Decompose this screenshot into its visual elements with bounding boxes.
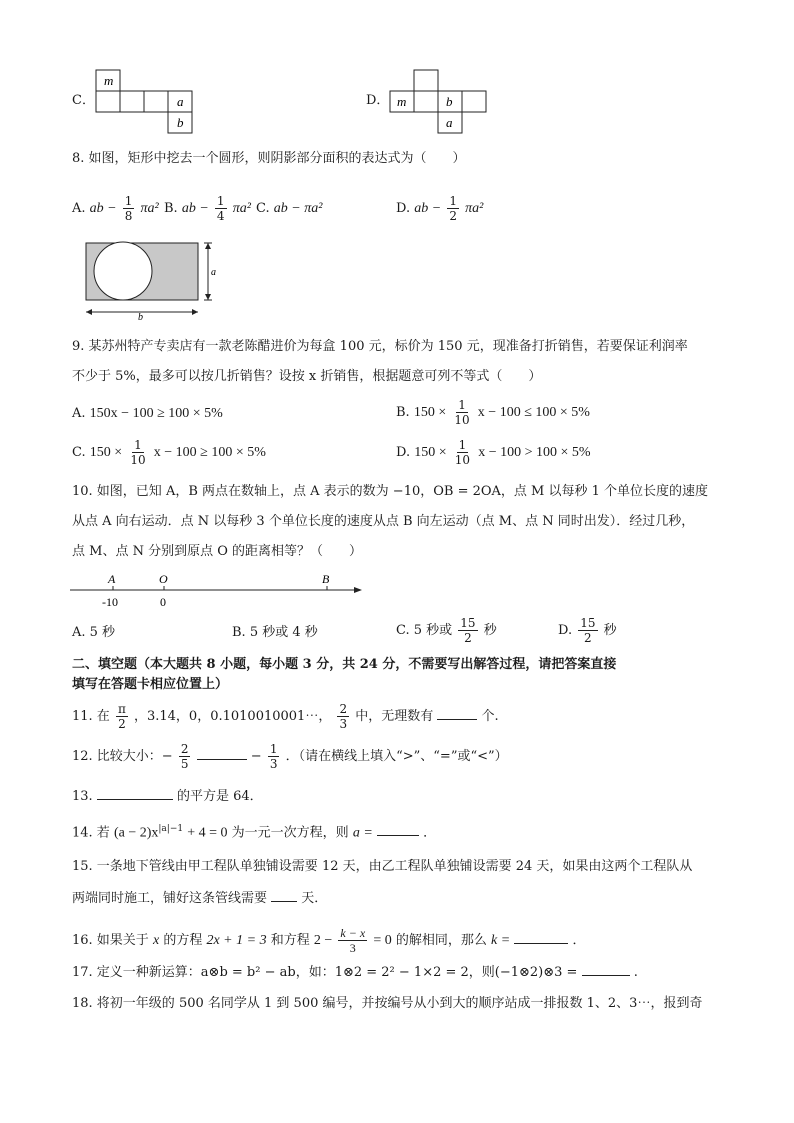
q16 bbox=[72, 926, 585, 955]
option-d-label: D． bbox=[366, 93, 390, 108]
q11-post: 中，无理数有 bbox=[355, 709, 434, 724]
q8-c-label: C. bbox=[256, 201, 270, 216]
q16-frac bbox=[338, 926, 367, 955]
q10-d-label: D. bbox=[558, 623, 573, 638]
q8-option-b bbox=[164, 194, 251, 223]
q8-a-label: A. bbox=[72, 201, 86, 216]
q13-answer-blank[interactable] bbox=[97, 786, 173, 800]
q12-num1: 2 bbox=[180, 742, 189, 756]
q16-eq2-post: = 0 bbox=[373, 933, 392, 948]
tick-minus10: -10 bbox=[102, 595, 118, 609]
q11-den2: 3 bbox=[339, 717, 348, 731]
q12-post: ．（请在横线上填入“>”、“=”或“<”） bbox=[285, 749, 508, 764]
net-c-b: b bbox=[177, 115, 184, 130]
q9-option-d bbox=[396, 438, 591, 467]
tick-zero: 0 bbox=[160, 595, 166, 609]
q9-d-pre: 150 × bbox=[414, 445, 447, 460]
q8-fig-b: b bbox=[138, 312, 143, 322]
q14-answer-blank[interactable] bbox=[377, 822, 419, 836]
q16-mid1: 的方程 bbox=[163, 933, 203, 948]
q12-num2: 1 bbox=[269, 742, 278, 756]
q10-d-post: 秒 bbox=[603, 623, 617, 638]
q8-option-d bbox=[396, 194, 483, 223]
net-d-m: m bbox=[397, 94, 407, 109]
q9-c-frac bbox=[128, 438, 147, 467]
q9-option-a bbox=[72, 405, 223, 423]
q8-fig-a: a bbox=[211, 267, 216, 278]
q14-expr: (a − 2)x bbox=[113, 825, 159, 841]
q16-eq2-pre: 2 − bbox=[313, 933, 333, 948]
q17-tail: . bbox=[633, 965, 638, 980]
q10-option-c bbox=[396, 616, 497, 645]
q8-d-pre: ab − bbox=[414, 201, 442, 216]
q14-tail: ． bbox=[423, 825, 437, 841]
q10-c-post: 秒 bbox=[483, 623, 497, 638]
q16-answer-blank[interactable] bbox=[514, 930, 568, 944]
q11-answer-blank[interactable] bbox=[437, 706, 477, 720]
q11-num2: 2 bbox=[339, 702, 348, 716]
q9-d-post: x − 100 > 100 × 5% bbox=[478, 445, 591, 460]
q13-post: 的平方是 64． bbox=[176, 789, 263, 804]
q9-b-label: B. bbox=[396, 405, 410, 420]
q9-a-expr: 150x − 100 ≥ 100 × 5% bbox=[89, 406, 223, 421]
q10-line2: 从点 A 向右运动．点 N 以每秒 3 个单位长度的速度从点 B 向左运动（点 M、点 N 同时出发）．经过几秒， bbox=[72, 514, 695, 529]
q8-b-frac bbox=[215, 194, 227, 223]
q9-c-den: 10 bbox=[130, 453, 146, 467]
q8-a-num: 1 bbox=[124, 194, 133, 208]
option-c-label: C． bbox=[72, 93, 95, 108]
q10-c-num: 15 bbox=[460, 616, 476, 630]
q9-a-label: A. bbox=[72, 406, 86, 421]
q9-b-den: 10 bbox=[454, 413, 470, 427]
q10-c-frac bbox=[458, 616, 477, 645]
q10-option-d bbox=[558, 616, 617, 645]
q11-num1: π bbox=[117, 702, 126, 716]
q12 bbox=[72, 742, 508, 771]
q14-mid: 为一元一次方程，则 bbox=[231, 825, 349, 841]
q16-mid2: 和方程 bbox=[270, 933, 310, 948]
q10-d-num: 15 bbox=[580, 616, 596, 630]
q16-num: k − x bbox=[340, 926, 366, 940]
q12-pre: 12. 比较大小：− bbox=[72, 749, 173, 764]
q10-c-pre: C. 5 秒或 bbox=[396, 623, 453, 638]
q8-c-expr: ab − πa² bbox=[273, 201, 323, 216]
q8-a-frac bbox=[123, 194, 135, 223]
q8-b-den: 4 bbox=[216, 209, 225, 223]
q12-answer-blank[interactable] bbox=[197, 746, 247, 760]
q16-x: x bbox=[152, 933, 160, 948]
q10-line1: 10. 如图，已知 A，B 两点在数轴上，点 A 表示的数为 −10，OB = 2OA，点 M 以每秒 1 个单位长度的速度 bbox=[72, 484, 709, 499]
q11-mid: ，3.14，0，0.1010010001⋯， bbox=[133, 709, 332, 724]
q10-option-a: A. 5 秒 bbox=[72, 625, 116, 640]
q8-d-post: πa² bbox=[465, 201, 484, 216]
q9-line1: 9. 某苏州特产专卖店有一款老陈醋进价为每盒 100 元，标价为 150 元，现准备打折销售，若要保证利润率 bbox=[72, 339, 688, 354]
q13 bbox=[72, 786, 263, 806]
number-line-arrow bbox=[354, 587, 362, 593]
q14-var: a = bbox=[352, 825, 373, 841]
q11-pre: 11. 在 bbox=[72, 709, 110, 724]
q15-line2-post: 天． bbox=[301, 891, 328, 906]
point-o-label: O bbox=[159, 572, 168, 586]
q12-den1: 5 bbox=[180, 757, 189, 771]
point-a-label: A bbox=[108, 572, 116, 586]
q8-a-pre: ab − bbox=[89, 201, 117, 216]
q12-frac1 bbox=[179, 742, 191, 771]
net-c-m: m bbox=[104, 73, 114, 88]
q16-eq1: 2x + 1 = 3 bbox=[206, 933, 267, 948]
q8-d-den: 2 bbox=[449, 209, 457, 223]
q9-d-frac bbox=[453, 438, 472, 467]
q17-answer-blank[interactable] bbox=[582, 962, 630, 976]
q12-den2: 3 bbox=[269, 757, 278, 771]
q9-b-frac bbox=[452, 398, 471, 427]
q8-d-label: D. bbox=[396, 201, 411, 216]
q8-figure bbox=[80, 238, 220, 322]
q9-option-b bbox=[396, 398, 590, 427]
q9-d-num: 1 bbox=[458, 438, 467, 452]
q16-tail: ． bbox=[572, 933, 586, 948]
q16-pre: 16. 如果关于 bbox=[72, 933, 149, 948]
section2-heading-line2: 填写在答题卡相应位置上） bbox=[72, 677, 229, 692]
q16-mid3: 的解相同，那么 bbox=[395, 933, 487, 948]
q9-d-den: 10 bbox=[454, 453, 471, 467]
q14 bbox=[72, 820, 436, 842]
q8-d-num: 1 bbox=[449, 194, 457, 208]
q9-b-post: x − 100 ≤ 100 × 5% bbox=[477, 405, 590, 420]
section2-heading-line1: 二、填空题（本大题共 8 小题，每小题 3 分，共 24 分，不需要写出解答过程，请把答案直接 bbox=[72, 657, 617, 672]
q8-option-c bbox=[256, 200, 322, 218]
q11-frac1 bbox=[116, 702, 128, 731]
q15-answer-blank[interactable] bbox=[271, 888, 297, 902]
q11-tail: 个. bbox=[481, 709, 499, 724]
q8-circle bbox=[94, 242, 152, 300]
q9-c-num: 1 bbox=[134, 438, 142, 452]
cube-net-c bbox=[92, 68, 202, 138]
q14-expr2: + 4 = 0 bbox=[187, 825, 228, 841]
q12-mid: − bbox=[250, 749, 262, 764]
q17 bbox=[72, 962, 638, 982]
q16-den: 3 bbox=[349, 941, 356, 955]
q9-c-pre: 150 × bbox=[89, 445, 123, 460]
q11-frac2 bbox=[337, 702, 349, 731]
q15-line2-pre: 两端同时施工，铺好这条管线需要 bbox=[72, 891, 268, 906]
q9-b-pre: 150 × bbox=[413, 405, 447, 420]
point-b-label: B bbox=[322, 572, 330, 586]
q9-b-num: 1 bbox=[458, 398, 466, 412]
q15-line2 bbox=[72, 888, 327, 908]
q8-b-pre: ab − bbox=[181, 201, 209, 216]
net-d-a: a bbox=[446, 115, 453, 130]
q10-d-frac bbox=[578, 616, 597, 645]
q8-b-post: πa² bbox=[232, 201, 251, 216]
net-c-a: a bbox=[177, 94, 184, 109]
cube-net-d bbox=[388, 68, 492, 138]
q14-pre: 14. 若 bbox=[72, 825, 110, 841]
q8-a-post: πa² bbox=[140, 201, 159, 216]
q8-option-a bbox=[72, 194, 159, 223]
q14-sup: |a|−1 bbox=[158, 824, 184, 834]
q15-line1: 15. 一条地下管线由甲工程队单独铺设需要 12 天，由乙工程队单独铺设需要 24 天，如果由这两个工程队从 bbox=[72, 859, 693, 874]
q10-option-b: B. 5 秒或 4 秒 bbox=[232, 625, 318, 640]
q11 bbox=[72, 702, 499, 731]
q11-den1: 2 bbox=[118, 717, 126, 731]
q8-a-den: 8 bbox=[124, 209, 133, 223]
q18-line1: 18. 将初一年级的 500 名同学从 1 到 500 编号，并按编号从小到大的顺序站成一排报数 1、2、3⋯，报到奇 bbox=[72, 996, 703, 1011]
q8-b-num: 1 bbox=[216, 194, 225, 208]
q16-k: k = bbox=[491, 933, 511, 948]
q9-d-label: D. bbox=[396, 445, 411, 460]
q8-d-frac bbox=[447, 194, 459, 223]
net-d-b: b bbox=[446, 94, 453, 109]
q9-c-label: C. bbox=[72, 445, 86, 460]
q10-line3: 点 M、点 N 分别到原点 O 的距离相等？（ ） bbox=[72, 544, 363, 559]
q9-c-post: x − 100 ≥ 100 × 5% bbox=[153, 445, 266, 460]
q8-stem: 8. 如图，矩形中挖去一个圆形，则阴影部分面积的表达式为（ ） bbox=[72, 151, 466, 166]
q8-b-label: B. bbox=[164, 201, 178, 216]
q10-c-den: 2 bbox=[464, 631, 472, 645]
q17-text: 17. 定义一种新运算：a⊗b = b² − ab，如：1⊗2 = 2² − 1×2 = 2，则(−1⊗2)⊗3 = bbox=[72, 965, 578, 980]
q10-number-line bbox=[68, 568, 368, 614]
q9-option-c bbox=[72, 438, 266, 467]
q12-frac2 bbox=[268, 742, 280, 771]
q9-line2: 不少于 5%，最多可以按几折销售？设按 x 折销售，根据题意可列不等式（ ） bbox=[72, 369, 542, 384]
q13-pre: 13. bbox=[72, 789, 93, 804]
q10-d-den: 2 bbox=[584, 631, 592, 645]
